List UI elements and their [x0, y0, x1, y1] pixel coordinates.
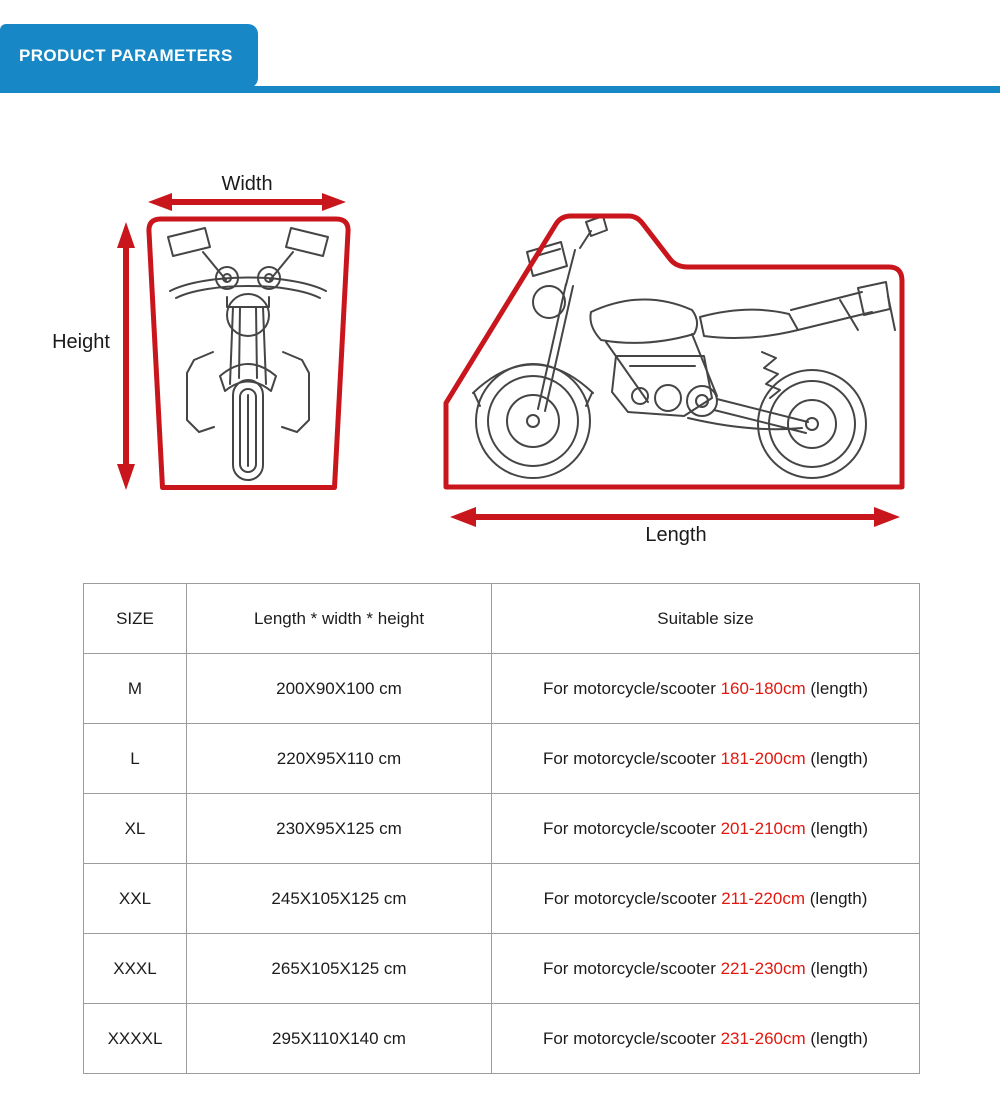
- suitable-cell: For motorcycle/scooter 201-210cm (length): [492, 794, 920, 864]
- seat: [700, 310, 798, 338]
- col-header-suitable: Suitable size: [492, 584, 920, 654]
- suitable-cell: For motorcycle/scooter 231-260cm (length): [492, 1004, 920, 1074]
- suitable-cell: For motorcycle/scooter 160-180cm (length): [492, 654, 920, 724]
- dimensions-cell: 265X105X125 cm: [187, 934, 492, 1004]
- front-wheel-side: [476, 364, 590, 478]
- dimensions-cell: 200X90X100 cm: [187, 654, 492, 724]
- size-cell: XXXXL: [84, 1004, 187, 1074]
- size-range-highlight: 181-200cm: [720, 748, 806, 768]
- dimensions-cell: 295X110X140 cm: [187, 1004, 492, 1074]
- rear-wheel-side: [758, 370, 866, 478]
- col-header-dimensions: Length * width * height: [187, 584, 492, 654]
- width-arrow: [148, 193, 346, 211]
- accent-divider: [0, 86, 1000, 93]
- fuel-tank: [590, 299, 697, 342]
- dimensions-cell: 230X95X125 cm: [187, 794, 492, 864]
- size-cell: XL: [84, 794, 187, 864]
- front-fender: [220, 364, 276, 391]
- height-label: Height: [52, 331, 110, 353]
- suitable-cell: For motorcycle/scooter 221-230cm (length): [492, 934, 920, 1004]
- width-label: Width: [221, 173, 273, 195]
- length-label: Length: [645, 524, 707, 546]
- dimensions-cell: 220X95X110 cm: [187, 724, 492, 794]
- table-header-row: [84, 584, 920, 654]
- size-cell: XXL: [84, 864, 187, 934]
- size-range-highlight: 201-210cm: [720, 818, 806, 838]
- size-table: [83, 583, 920, 1074]
- height-arrow: [117, 222, 135, 490]
- size-cell: M: [84, 654, 187, 724]
- size-diagram: [0, 140, 1000, 570]
- size-range-highlight: 231-260cm: [720, 1028, 806, 1048]
- table-row: [84, 794, 920, 864]
- size-cell: L: [84, 724, 187, 794]
- col-header-size: SIZE: [84, 584, 187, 654]
- size-range-highlight: 160-180cm: [720, 678, 806, 698]
- front-motorcycle-drawing: [168, 228, 328, 480]
- suitable-cell: For motorcycle/scooter 181-200cm (length): [492, 724, 920, 794]
- size-cell: XXXL: [84, 934, 187, 1004]
- size-range-highlight: 221-230cm: [720, 958, 806, 978]
- suitable-cell: For motorcycle/scooter 211-220cm (length): [492, 864, 920, 934]
- dimension-arrows: [117, 193, 900, 527]
- size-range-highlight: 211-220cm: [721, 888, 806, 908]
- table-row: [84, 654, 920, 724]
- engine-right: [282, 352, 309, 432]
- section-title-tab: [0, 24, 258, 88]
- table-row: [84, 724, 920, 794]
- mirror-side: [586, 216, 607, 236]
- dimensions-cell: 245X105X125 cm: [187, 864, 492, 934]
- table-row: [84, 864, 920, 934]
- cover-outline-side: [446, 216, 902, 487]
- headlight-side: [533, 286, 565, 318]
- engine-left: [187, 352, 214, 432]
- table-row: [84, 934, 920, 1004]
- tail-rack: [858, 282, 890, 315]
- handlebar: [170, 278, 326, 292]
- table-row: [84, 1004, 920, 1074]
- section-title: PRODUCT PARAMETERS: [19, 46, 233, 65]
- front-fender-side: [473, 365, 593, 394]
- rear-shock: [762, 352, 780, 398]
